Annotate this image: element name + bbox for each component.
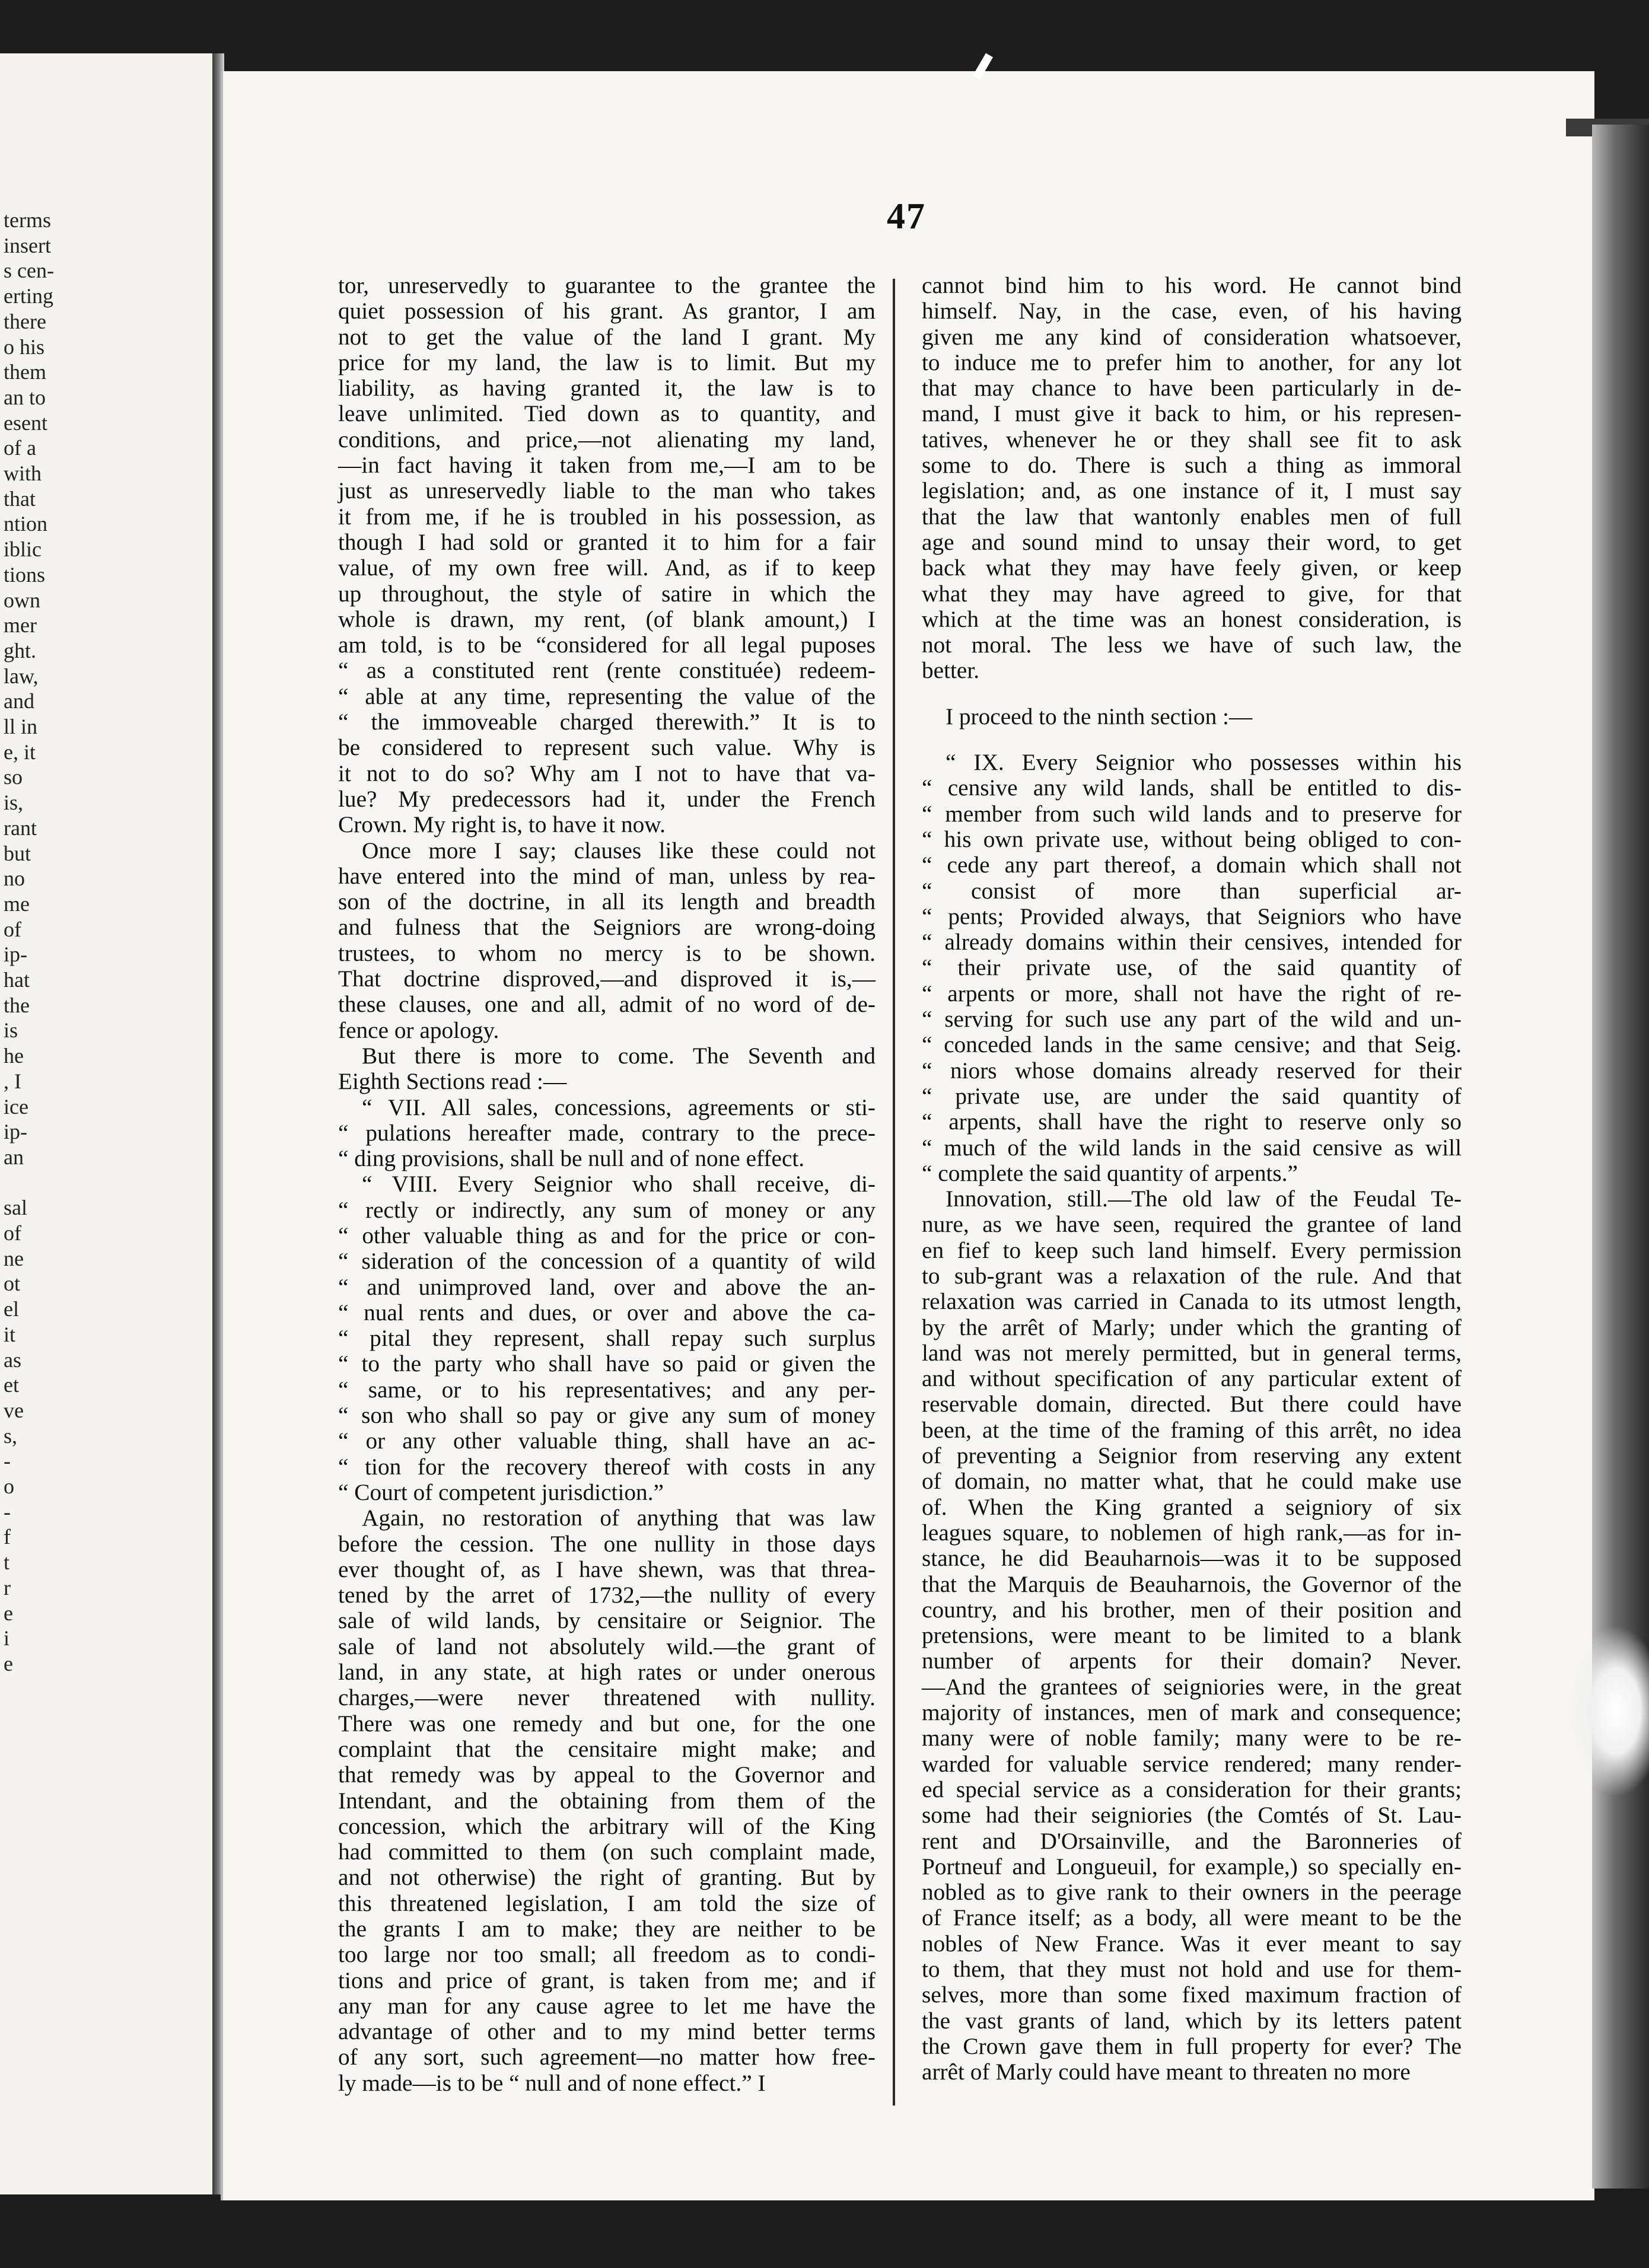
text-line: fence or apology. xyxy=(338,1017,499,1043)
text-line: be considered to represent such value. Why is xyxy=(338,734,876,761)
facing-page-fragment: o xyxy=(4,1474,14,1498)
text-line: “ censive any wild lands, shall be entitled to dis- xyxy=(922,775,1462,801)
facing-page-fragment: s, xyxy=(4,1423,18,1448)
text-line: up throughout, the style of satire in which the xyxy=(338,580,876,607)
text-line: before the cession. The one nullity in those days xyxy=(338,1530,876,1557)
facing-page-fragment: terms xyxy=(4,208,51,232)
facing-page-fragment: et xyxy=(4,1373,19,1397)
facing-page-fragment: ip- xyxy=(4,942,27,967)
facing-page-fragment: rant xyxy=(4,816,37,840)
torn-paper-mark xyxy=(1566,1625,1649,1797)
text-line: of preventing a Seignior from reserving any extent xyxy=(922,1442,1462,1469)
text-line: stance, he did Beauharnois—was it to be supposed xyxy=(922,1545,1462,1572)
facing-page-fragment: - xyxy=(4,1449,11,1473)
text-line: “ arpents, shall have the right to reserve only so xyxy=(922,1108,1462,1135)
paragraph xyxy=(338,1043,876,1095)
facing-page-fragment: i xyxy=(4,1626,10,1651)
text-line: to sub-grant was a relaxation of the rule. And that xyxy=(922,1262,1462,1289)
text-line: “ pulations hereafter made, contrary to the prece- xyxy=(338,1119,876,1146)
text-line: nobles of New France. Was it ever meant to say xyxy=(922,1930,1462,1957)
text-line: “ Court of competent jurisdiction.” xyxy=(338,1479,664,1505)
text-line: lue? My predecessors had it, under the French xyxy=(338,785,876,812)
facing-page-fragment: an to xyxy=(4,385,46,409)
text-line: But there is more to come. The Seventh and xyxy=(362,1042,876,1069)
text-line: “ and unimproved land, over and above the an- xyxy=(338,1273,876,1300)
text-line: the vast grants of land, which by its letters patent xyxy=(922,2007,1462,2034)
facing-page-fragment: it xyxy=(4,1322,16,1346)
text-line: that the law that wantonly enables men of full xyxy=(922,503,1462,530)
text-line: charges,—were never threatened with nullity. xyxy=(338,1684,876,1711)
text-line: “ IX. Every Seignior who possesses within his xyxy=(946,749,1462,776)
right-text-column xyxy=(922,273,1462,2085)
text-line: some had their seigniories (the Comtés of St. Lau- xyxy=(922,1802,1462,1829)
text-line: Once more I say; clauses like these could not xyxy=(362,837,876,864)
text-line: “ pents; Provided always, that Seigniors who have xyxy=(922,903,1462,929)
facing-page-fragment: ght. xyxy=(4,638,37,662)
text-line: “ serving for such use any part of the wild and un- xyxy=(922,1006,1462,1033)
text-line: ever thought of, as I have shewn, was that threa- xyxy=(338,1556,876,1582)
text-line: sale of wild lands, by censitaire or Seignior. The xyxy=(338,1607,876,1634)
text-line: tened by the arret of 1732,—the nullity of every xyxy=(338,1582,876,1608)
text-line: what they may have agreed to give, for that xyxy=(922,580,1462,607)
text-line: too large nor too small; all freedom as to condi- xyxy=(338,1941,876,1968)
facing-page-fragment: iblic xyxy=(4,537,42,562)
text-line: the grants I am to make; they are neither to be xyxy=(338,1916,876,1942)
text-line: “ rectly or indirectly, any sum of money or any xyxy=(338,1196,876,1223)
text-line: “ the immoveable charged therewith.” It is to xyxy=(338,709,876,735)
text-line: price for my land, the law is to limit. But my xyxy=(338,349,876,375)
facing-page-fragment: of xyxy=(4,917,21,941)
text-line: and fulness that the Seigniors are wrong-doing xyxy=(338,914,876,941)
text-line: “ arpents or more, shall not have the right of re- xyxy=(922,980,1462,1006)
text-line: “ nual rents and dues, or over and above the ca- xyxy=(338,1299,876,1326)
text-line: had committed to them (on such complaint made, xyxy=(338,1839,876,1865)
text-line: That doctrine disproved,—and disproved it is,— xyxy=(338,966,876,992)
paragraph xyxy=(338,273,876,838)
text-line: “ tion for the recovery thereof with costs in any xyxy=(338,1453,876,1480)
text-line: land was not merely permitted, but in general terms, xyxy=(922,1339,1462,1366)
text-line: himself. Nay, in the case, even, of his having xyxy=(922,298,1462,324)
facing-page-fragment: ne xyxy=(4,1246,24,1270)
text-line: and not otherwise) the right of granting. But by xyxy=(338,1864,876,1891)
text-line: “ VIII. Every Seignior who shall receive, di- xyxy=(362,1171,876,1197)
text-line: liability, as having granted it, the law is to xyxy=(338,375,876,402)
paragraph xyxy=(922,750,1462,1186)
text-line: ed special service as a consideration for their grants; xyxy=(922,1776,1462,1802)
text-line: “ much of the wild lands in the said censive as will xyxy=(922,1134,1462,1161)
text-line: “ ding provisions, shall be null and of none effect. xyxy=(338,1145,805,1172)
paragraph xyxy=(338,838,876,1043)
facing-page-fragment: r xyxy=(4,1575,11,1600)
text-line: mand, I must give it back to him, or his represen- xyxy=(922,400,1462,427)
text-line: conditions, and price,—not alienating my land, xyxy=(338,426,876,453)
text-line: to induce me to prefer him to another, for any lot xyxy=(922,349,1462,375)
left-text-column xyxy=(338,273,876,2096)
facing-page-fragment: el xyxy=(4,1297,19,1321)
text-line: “ as a constituted rent (rente constituée) redeem- xyxy=(338,657,876,684)
text-line: “ same, or to his representatives; and any per- xyxy=(338,1376,876,1403)
facing-page-fragment: an xyxy=(4,1145,24,1169)
facing-page-fragment: ot xyxy=(4,1272,21,1296)
facing-page-fragment: that xyxy=(4,486,36,511)
text-line: been, at the time of the framing of this arrêt, no idea xyxy=(922,1416,1462,1443)
facing-page-fragment: t xyxy=(4,1550,10,1575)
text-line: son of the doctrine, in all its length and breadth xyxy=(338,888,876,915)
text-line: it not to do so? Why am I not to have that va- xyxy=(338,760,876,786)
facing-page-fragment: with xyxy=(4,461,42,485)
facing-page-fragment: e, it xyxy=(4,740,36,764)
facing-page-fragment: of xyxy=(4,1221,21,1245)
text-line: “ consist of more than superficial ar- xyxy=(922,877,1462,904)
paragraph xyxy=(338,1095,876,1172)
text-line: “ or any other valuable thing, shall have an ac- xyxy=(338,1428,876,1454)
text-line: have entered into the mind of man, unless by rea- xyxy=(338,862,876,889)
facing-page-fragment: ice xyxy=(4,1094,28,1119)
text-line: am told, is to be “considered for all legal puposes xyxy=(338,632,876,658)
text-line: number of arpents for their domain? Never. xyxy=(922,1648,1462,1674)
facing-page-fragment: as xyxy=(4,1348,21,1372)
text-line: cannot bind him to his word. He cannot bind xyxy=(922,272,1462,298)
text-line: better. xyxy=(922,657,980,684)
facing-page-fragment: he xyxy=(4,1044,24,1068)
facing-page-fragment: of a xyxy=(4,436,36,460)
facing-page-fragment: them xyxy=(4,360,46,384)
text-line: that remedy was by appeal to the Governor and xyxy=(338,1761,876,1788)
text-line: though I had sold or granted it to him for a fair xyxy=(338,528,876,555)
text-line: some to do. There is such a thing as immoral xyxy=(922,452,1462,479)
text-line: “ already domains within their censives, intended for xyxy=(922,929,1462,955)
facing-page-fragment: s cen- xyxy=(4,259,54,283)
text-line: leagues square, to noblemen of high rank,—as for in- xyxy=(922,1519,1462,1546)
facing-page-fragment: but xyxy=(4,841,31,865)
text-line: tor, unreservedly to guarantee to the grantee the xyxy=(338,272,876,298)
text-line: of any sort, such agreement—no matter how free- xyxy=(338,2044,876,2070)
facing-page-fragment: ntion xyxy=(4,512,48,536)
text-line: There was one remedy and but one, for the one xyxy=(338,1710,876,1737)
text-line: warded for valuable service rendered; many render- xyxy=(922,1750,1462,1777)
text-line: “ sideration of the concession of a quantity of wild xyxy=(338,1248,876,1275)
facing-page-fragment: mer xyxy=(4,613,37,638)
facing-page-fragment: me xyxy=(4,891,30,916)
text-line: tatives, whenever he or they shall see fit to ask xyxy=(922,426,1462,453)
text-line: that the Marquis de Beauharnois, the Governor of the xyxy=(922,1571,1462,1597)
facing-page-edge xyxy=(0,53,216,2194)
facing-page-fragment: esent xyxy=(4,410,47,435)
text-line: to them, that they must not hold and use for them- xyxy=(922,1956,1462,1982)
text-line: en fief to keep such land himself. Every permission xyxy=(922,1237,1462,1263)
text-line: it from me, if he is troubled in his possession, as xyxy=(338,503,876,530)
text-line: that may chance to have been particularly in de- xyxy=(922,375,1462,402)
text-line: quiet possession of his grant. As grantor, I am xyxy=(338,298,876,324)
text-line: trustees, to whom no mercy is to be shown. xyxy=(338,939,876,966)
facing-page-fragment: is, xyxy=(4,791,24,815)
text-line: of France itself; as a body, all were meant to be the xyxy=(922,1904,1462,1931)
text-line: sale of land not absolutely wild.—the grant of xyxy=(338,1633,876,1659)
text-line: “ VII. All sales, concessions, agreements or sti- xyxy=(362,1094,876,1120)
text-line: leave unlimited. Tied down as to quantity, and xyxy=(338,400,876,427)
text-line: Innovation, still.—The old law of the Feudal Te- xyxy=(946,1186,1462,1212)
facing-page-fragment: e xyxy=(4,1651,13,1675)
text-line: Intendant, and the obtaining from them of the xyxy=(338,1787,876,1814)
page-shadow-edge xyxy=(1592,125,1649,2189)
text-line: nobled as to give rank to their owners in the peerage xyxy=(922,1879,1462,1906)
text-line: “ their private use, of the said quantity of xyxy=(922,954,1462,981)
text-line: selves, more than some fixed maximum fraction of xyxy=(922,1982,1462,2008)
text-line: of. When the King granted a seigniory of six xyxy=(922,1493,1462,1520)
facing-page-fragment: ip- xyxy=(4,1120,27,1144)
facing-page-fragment: the xyxy=(4,993,30,1017)
text-line: pretensions, were meant to be limited to a blank xyxy=(922,1622,1462,1649)
text-line: “ private use, are under the said quantity of xyxy=(922,1082,1462,1109)
text-line: Again, no restoration of anything that was law xyxy=(362,1505,876,1531)
text-line: arrêt of Marly could have meant to threaten no more xyxy=(922,2059,1411,2085)
text-line: many were of noble family; many were to be re- xyxy=(922,1725,1462,1751)
facing-page-fragment: e xyxy=(4,1601,13,1625)
facing-page-fragment: hat xyxy=(4,968,30,992)
text-line: by the arrêt of Marly; under which the granting of xyxy=(922,1314,1462,1340)
paragraph xyxy=(338,1171,876,1505)
text-line: just as unreservedly liable to the man who takes xyxy=(338,477,876,504)
text-line: “ member from such wild lands and to preserve for xyxy=(922,800,1462,827)
text-line: Portneuf and Longueuil, for example,) so specially en- xyxy=(922,1853,1462,1880)
text-line: these clauses, one and all, admit of no word of de- xyxy=(338,991,876,1018)
text-line: “ to the party who shall have so paid or given the xyxy=(338,1350,876,1377)
facing-page-fragment: ll in xyxy=(4,715,38,738)
text-line: advantage of other and to my mind better terms xyxy=(338,2018,876,2045)
text-line: —And the grantees of seigniories were, in the great xyxy=(922,1673,1462,1700)
text-line: country, and his brother, men of their position and xyxy=(922,1596,1462,1623)
facing-page-fragment: tions xyxy=(4,562,46,587)
text-line: land, in any state, at high rates or under onerous xyxy=(338,1659,876,1686)
facing-page-fragment: is xyxy=(4,1018,18,1043)
text-line: nure, as we have seen, required the grantee of land xyxy=(922,1211,1462,1238)
text-line: age and sound mind to unsay their word, to get xyxy=(922,528,1462,555)
facing-page-fragment: , I xyxy=(4,1069,21,1093)
text-line: —in fact having it taken from me,—I am to be xyxy=(338,452,876,479)
text-line: “ niors whose domains already reserved for their xyxy=(922,1057,1462,1084)
text-line: value, of my own free will. And, as if to keep xyxy=(338,555,876,581)
text-line: “ son who shall so pay or give any sum of money xyxy=(338,1402,876,1429)
column-rule xyxy=(893,279,895,2105)
text-line: “ his own private use, without being obliged to con- xyxy=(922,826,1462,852)
text-line: whole is drawn, my rent, (of blank amount,) I xyxy=(338,606,876,632)
text-line: which at the time was an honest consideration, is xyxy=(922,606,1462,632)
text-line: “ pital they represent, shall repay such surplus xyxy=(338,1325,876,1352)
facing-page-fragment: f xyxy=(4,1525,11,1549)
text-line: ly made—is to be “ null and of none effect.” I xyxy=(338,2069,766,2096)
paragraph xyxy=(922,273,1462,684)
facing-page-fragment: law, xyxy=(4,664,39,688)
text-line: relaxation was carried in Canada to its utmost length, xyxy=(922,1288,1462,1315)
facing-page-fragment: o his xyxy=(4,335,45,359)
text-line: complaint that the censitaire might make; and xyxy=(338,1735,876,1762)
text-line: this threatened legislation, I am told the size of xyxy=(338,1890,876,1916)
text-line: “ conceded lands in the same censive; and that Seig. xyxy=(922,1031,1462,1058)
text-line: legislation; and, as one instance of it, I must say xyxy=(922,477,1462,504)
text-line: “ cede any part thereof, a domain which shall not xyxy=(922,852,1462,878)
text-line: the Crown gave them in full property for ever? The xyxy=(922,2033,1462,2059)
text-line: not moral. The less we have of such law, the xyxy=(922,632,1462,658)
text-line: given me any kind of consideration whatsoever, xyxy=(922,323,1462,350)
text-line: “ able at any time, representing the value of the xyxy=(338,683,876,709)
facing-page-fragment: - xyxy=(4,1499,11,1524)
text-line: I proceed to the ninth section :— xyxy=(946,703,1253,730)
facing-page-fragment: so xyxy=(4,765,23,789)
text-line: “ other valuable thing as and for the price or con- xyxy=(338,1222,876,1248)
facing-page-fragment: own xyxy=(4,588,40,612)
text-line: Eighth Sections read :— xyxy=(338,1068,567,1095)
text-line: any man for any cause agree to let me have the xyxy=(338,1992,876,2019)
text-line: of domain, no matter what, that he could make use xyxy=(922,1468,1462,1495)
page-number: 47 xyxy=(887,196,926,237)
paragraph xyxy=(338,1505,876,2096)
text-line: not to get the value of the land I grant. My xyxy=(338,323,876,350)
text-line: rent and D'Orsainville, and the Baronneries of xyxy=(922,1827,1462,1854)
paragraph xyxy=(922,1186,1462,2085)
facing-page-fragment: there xyxy=(4,309,46,333)
facing-page-fragment: and xyxy=(4,689,34,713)
text-line: Crown. My right is, to have it now. xyxy=(338,811,666,838)
facing-page-fragment: ve xyxy=(4,1398,24,1422)
paragraph xyxy=(922,704,1462,730)
text-line: concession, which the arbitrary will of the King xyxy=(338,1813,876,1839)
text-line: “ complete the said quantity of arpents.” xyxy=(922,1160,1298,1186)
facing-page-fragment: insert xyxy=(4,233,51,257)
facing-page-fragment: erting xyxy=(4,284,53,308)
text-line: reservable domain, directed. But there could have xyxy=(922,1391,1462,1418)
facing-page-fragment: sal xyxy=(4,1196,27,1220)
text-line: and without specification of any particular extent of xyxy=(922,1365,1462,1392)
text-line: back what they may have feely given, or keep xyxy=(922,555,1462,581)
facing-page-fragment: no xyxy=(4,867,25,891)
text-line: tions and price of grant, is taken from me; and if xyxy=(338,1967,876,1993)
text-line: majority of instances, men of mark and consequence; xyxy=(922,1699,1462,1726)
